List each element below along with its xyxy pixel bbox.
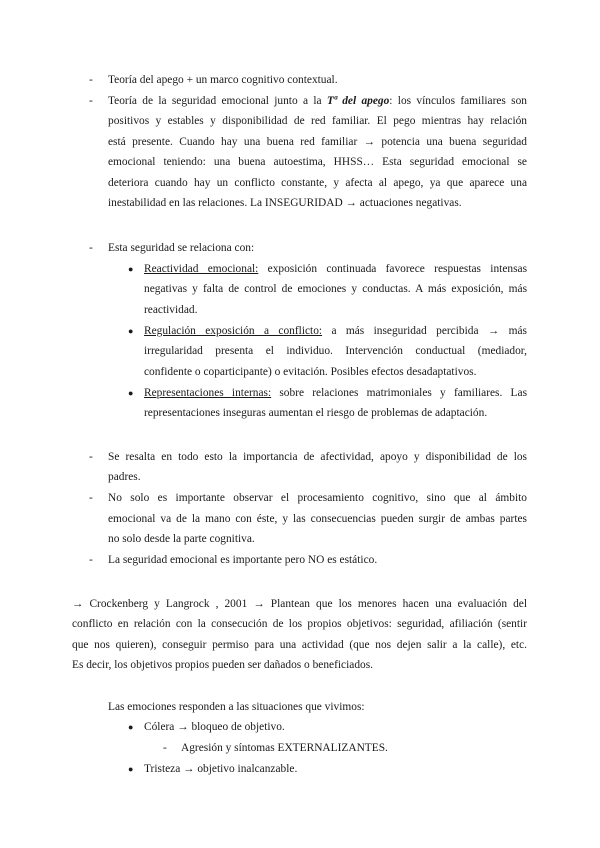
attachment-theory-emphasis: Tª del apego — [326, 95, 390, 107]
dash-marker: - — [163, 742, 167, 754]
bullet-regulation-line-3: confidente o coparticipante) o evitación. Posibles efectos desadaptativos. — [144, 366, 477, 378]
dash-marker: - — [89, 492, 93, 504]
bullet-marker: ● — [128, 326, 134, 336]
dash-marker: - — [89, 242, 93, 254]
dash-marker: - — [89, 74, 93, 86]
bullet-reactivity-line-1: Reactividad emocional: exposición continuada favorece respuestas intensas — [144, 263, 527, 275]
emotions-intro: Las emociones responden a las situaciones que vivimos: — [108, 701, 365, 713]
emotion-anger: Cólera → bloqueo de objetivo. — [144, 721, 285, 733]
bullet-marker: ● — [128, 388, 134, 398]
bullet-reactivity-line-3: reactividad. — [144, 304, 198, 316]
dash-marker: - — [89, 451, 93, 463]
affectivity-line-1: Se resalta en todo esto la importancia de afectividad, apoyo y disponibilidad de los — [108, 451, 527, 463]
crockenberg-line-4: Es decir, los objetivos propios pueden ser dañados o beneficiados. — [72, 659, 374, 671]
emotional-security-line-5: deteriora cuando hay un conflicto constante, y afecta al apego, ya que aparece una — [108, 177, 527, 189]
bullet-regulation-line-1: Regulación exposición a conflicto: a más inseguridad percibida → más — [144, 325, 527, 337]
representations-term: Representaciones internas: — [144, 387, 272, 399]
emotion-anger-sub: Agresión y síntomas EXTERNALIZANTES. — [181, 742, 388, 754]
emotional-security-line-3: está presente. Cuando hay una buena red familiar → potencia una buena seguridad — [108, 136, 527, 148]
crockenberg-line-1: → Crockenberg y Langrock , 2001 → Plantean que los menores hacen una evaluación del — [72, 598, 527, 610]
bullet-representations-line-1: Representaciones internas: sobre relaciones matrimoniales y familiares. Las — [144, 387, 527, 399]
emotional-security-line-6: inestabilidad en las relaciones. La INSEGURIDAD → actuaciones negativas. — [108, 197, 462, 209]
cognitive-line-2: emocional va de la mano con éste, y las consecuencias pueden surgir de ambas partes — [108, 513, 527, 525]
crockenberg-line-2: conflicto en relación con la consecución de los propios objetivos: seguridad, afiliación (sentir — [72, 618, 527, 630]
bullet-representations-line-2: representaciones inseguras aumentan el riesgo de problemas de adaptación. — [144, 407, 488, 419]
bullet-reactivity-line-2: negativas y falta de control de emociones y conductas. A más exposición, más — [144, 283, 527, 295]
security-not-static: La seguridad emocional es importante pero NO es estático. — [108, 554, 378, 566]
bullet-regulation-line-2: irregularidad presenta el individuo. Intervención conductual (mediador, — [144, 345, 527, 357]
cognitive-line-1: No solo es importante observar el procesamiento cognitivo, sino que al ámbito — [108, 492, 527, 504]
item-attachment-theory: Teoría del apego + un marco cognitivo contextual. — [108, 74, 338, 86]
dash-marker: - — [89, 554, 93, 566]
emotion-sadness: Tristeza → objetivo inalcanzable. — [144, 763, 298, 775]
affectivity-line-2: padres. — [108, 471, 141, 483]
emotional-security-line-1: Teoría de la seguridad emocional junto a la Tª del apego: los vínculos familiares son — [108, 95, 528, 107]
emotional-security-line-4: emocional teniendo: una buena autoestima, HHSS… Esta seguridad emocional se — [108, 156, 527, 168]
reactivity-term: Reactividad emocional: — [144, 263, 259, 275]
crockenberg-line-3: que nos quieren), conseguir permiso para una actividad (que nos dejen salir a la calle), etc. — [72, 639, 527, 651]
bullet-marker: ● — [128, 722, 134, 732]
security-relation-intro: Esta seguridad se relaciona con: — [108, 242, 255, 254]
cognitive-line-3: no solo desde la parte cognitiva. — [108, 533, 255, 545]
regulation-term: Regulación exposición a conflicto: — [144, 325, 323, 337]
bullet-marker: ● — [128, 764, 134, 774]
dash-marker: - — [89, 95, 93, 107]
emotional-security-line-2: positivos y estables y disponibilidad de red familiar. El pego mientras hay relación — [108, 115, 527, 127]
bullet-marker: ● — [128, 264, 134, 274]
